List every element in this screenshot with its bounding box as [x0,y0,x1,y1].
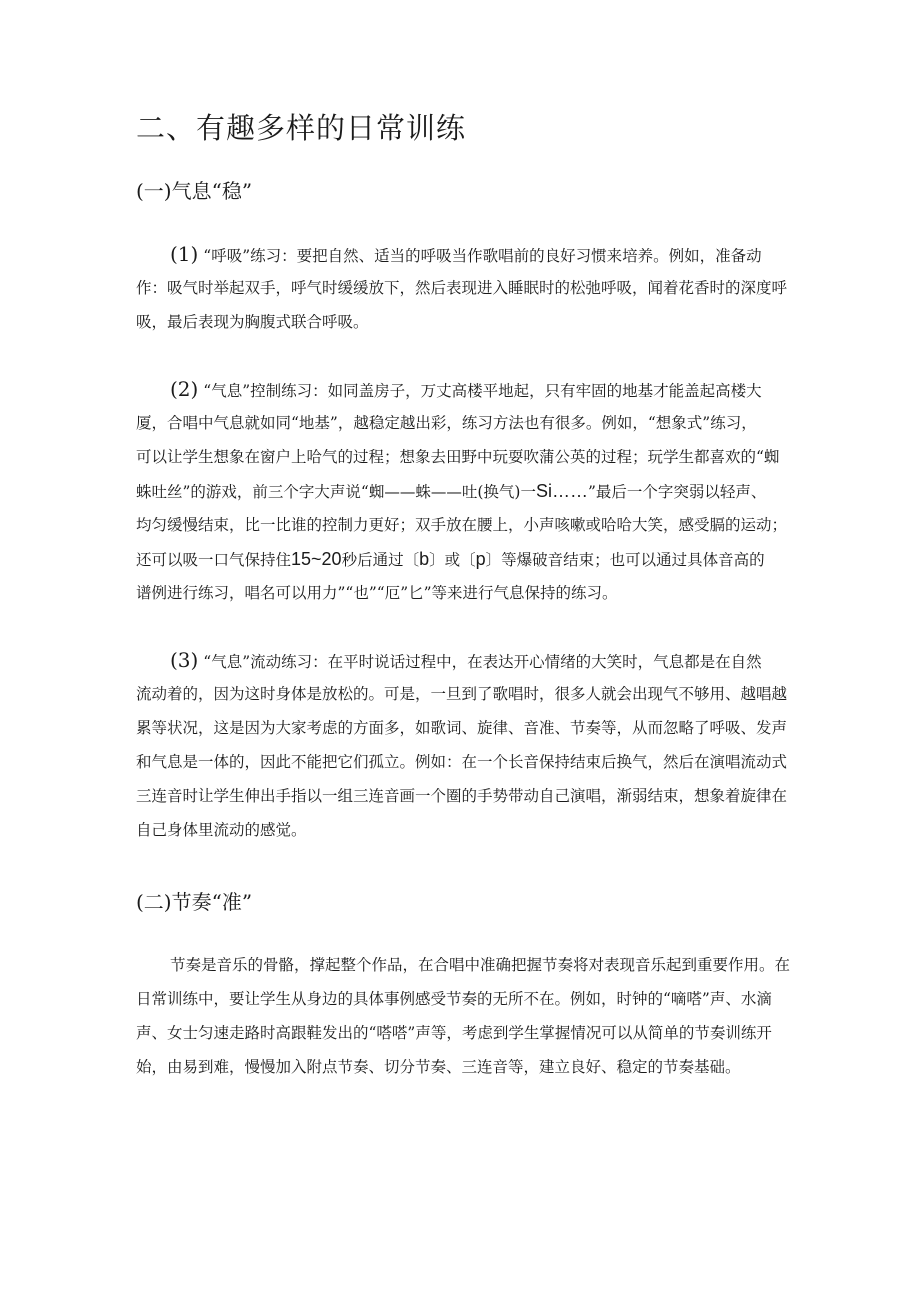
text-line: 日常训练中，要让学生从身边的具体事例感受节奏的无所不在。例如，时钟的“嘀嗒”声、水滴 [136,990,772,1008]
text-line: 三连音时让学生伸出手指以一组三连音画一个圈的手势带动自己演唱，渐弱结束，想象着旋律在 [136,787,788,805]
text-line: 节奏是音乐的骨骼，撑起整个作品，在合唱中准确把握节奏将对表现音乐起到重要作用。在 [170,956,791,974]
text-line: 蛛吐丝”的游戏，前三个字大声说“蜘——蛛——吐(换气)一Si……”最后一个字突弱以轻声、 [136,481,767,501]
text-line: 厦，合唱中气息就如同“地基”，越稳定越出彩，练习方法也有很多。例如，“想象式”练习， [136,414,757,432]
text-line: 累等状况，这是因为大家考虑的方面多，如歌词、旋律、音准、节奏等，从而忽略了呼吸、发声 [136,719,788,737]
section-1-title: (一)气息“稳” [136,179,253,203]
paragraph-breath-control [136,372,786,610]
text-line: (2) “气息”控制练习：如同盖房子，万丈高楼平地起，只有牢固的地基才能盖起高楼大 [170,377,762,401]
text-line: 流动着的，因为这时身体是放松的。可是，一旦到了歌唱时，很多人就会出现气不够用、越唱越 [136,685,788,703]
paragraph-rhythm [136,948,791,1084]
text-line: (3) “气息”流动练习：在平时说话过程中，在表达开心情绪的大笑时，气息都是在自然 [170,648,762,672]
text-line: 可以让学生想象在窗户上哈气的过程；想象去田野中玩耍吹蒲公英的过程；玩学生都喜欢的“蜘 [136,448,780,466]
text-line: 作：吸气时举起双手，呼气时缓缓放下，然后表现进入睡眠时的松弛呼吸，闻着花香时的深度呼 [136,279,788,297]
section-2-title: (二)节奏“准” [136,890,253,914]
text-line: 还可以吸一口气保持住15~20秒后通过〔b〕或〔p〕等爆破音结束；也可以通过具体音高的 [136,549,765,569]
text-line: 声、女士匀速走路时高跟鞋发出的“嗒嗒”声等，考虑到学生掌握情况可以从简单的节奏训练开 [136,1024,772,1042]
paragraph-breathing [136,237,786,339]
text-line: 均匀缓慢结束，比一比谁的控制力更好；双手放在腰上，小声咳嗽或哈哈大笑，感受膈的运动； [136,516,788,534]
page-heading: 二、有趣多样的日常训练 [136,111,467,145]
item-number: (3) [170,648,199,672]
text-line: (1) “呼吸”练习：要把自然、适当的呼吸当作歌唱前的良好习惯来培养。例如，准备动 [170,242,762,266]
text-line: 始，由易到难，慢慢加入附点节奏、切分节奏、三连音等，建立良好、稳定的节奏基础。 [136,1058,741,1076]
text-line: 和气息是一体的，因此不能把它们孤立。例如：在一个长音保持结束后换气，然后在演唱流动式 [136,753,788,771]
text-line: 谱例进行练习，唱名可以用力”“也”“厄”匕”等来进行气息保持的练习。 [136,584,618,602]
item-number: (2) [170,377,199,401]
text-line: 自己身体里流动的感觉。 [136,821,307,839]
text-line: 吸，最后表现为胸腹式联合呼吸。 [136,313,369,331]
item-number: (1) [170,242,199,266]
paragraph-breath-flow [136,643,786,847]
